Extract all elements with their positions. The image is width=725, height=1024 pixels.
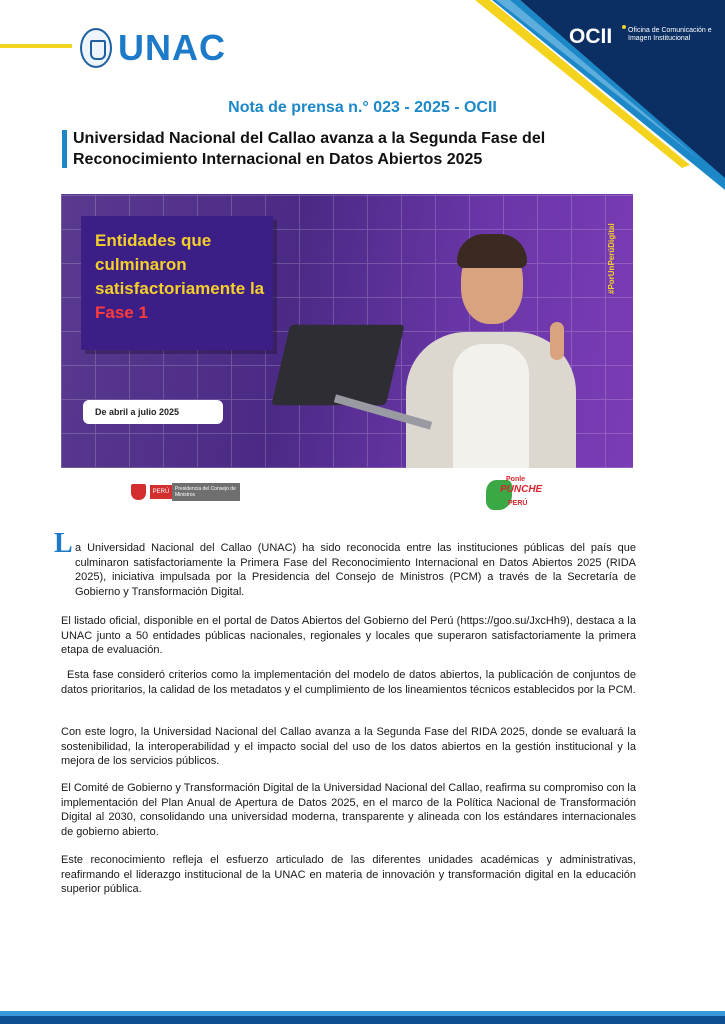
banner-image <box>61 194 633 468</box>
banner-headline-highlight: Fase 1 <box>95 303 148 322</box>
article-paragraph-2: El listado oficial, disponible en el portal de Datos Abiertos del Gobierno del Perú (https://goo.su/JxcHh9), destaca a la UNAC junto a 50 entidades públicas nacionales, regionales y locales que superaron satisfactoriamente la primera etapa de evaluación. <box>61 615 636 657</box>
banner-date-pill: De abril a julio 2025 <box>83 400 223 424</box>
banner-hashtag: #PorUnPerúDigital <box>607 223 616 294</box>
ocii-logo-dot <box>622 25 626 29</box>
brand-logo: UNAC <box>118 27 226 68</box>
pcm-name: Presidencia del Consejo de Ministros <box>172 483 240 501</box>
footer-stripe-dark <box>0 1016 725 1024</box>
article-paragraph-4: Con este logro, la Universidad Nacional del Callao avanza a la Segunda Fase del RIDA 2025, donde se evaluará la sostenibilidad, la interoperabilidad y el impacto social del uso de los datos abiertos en la gestión institucional y la mejora de los servicios públicos. <box>61 726 636 768</box>
person-raised-finger <box>550 322 564 360</box>
ocii-logo: OCII <box>569 25 613 48</box>
drop-cap: L <box>54 528 73 559</box>
article-paragraph-1: a Universidad Nacional del Callao (UNAC) ha sido reconocida entre las instituciones públicas del país que culminaron satisfactoriamente la Primera Fase del Reconocimiento Internacional en Datos Abiertos 2025 (RIDA 2025), iniciativa impulsada por la Presidencia del Consejo de Ministros (PCM) a través de la Secretaría de Gobierno y Transformación Digital. <box>75 542 636 598</box>
headline-accent-bar <box>62 130 67 168</box>
ocii-subtitle: Oficina de Comunicación e Imagen Institucional <box>628 27 712 42</box>
article-paragraph-6: Este reconocimiento refleja el esfuerzo articulado de las diferentes unidades académicas y administrativas, reafirmando el liderazgo institucional de la UNAC en materia de innovación y transformación digital en la educación superior pública. <box>61 854 636 896</box>
ponle-top-text: Ponle <box>506 476 526 483</box>
banner-headline <box>95 229 275 325</box>
person-hair <box>457 234 527 268</box>
ponle-main-text: PUNCHE <box>500 484 543 495</box>
press-release-number: Nota de prensa n.° 023 - 2025 - OCII <box>228 99 497 116</box>
pcm-peru-label: PERÚ <box>150 485 172 499</box>
laptop-icon <box>271 325 404 405</box>
article-paragraph-3: Esta fase consideró criterios como la implementación del modelo de datos abiertos, la publicación de conjuntos de datos prioritarios, la calidad de los metadatos y el cumplimiento de los lineamientos técnicos establecidos por la PCM. <box>61 669 636 696</box>
article-paragraph-5: El Comité de Gobierno y Transformación Digital de la Universidad Nacional del Callao, reafirma su compromiso con la implementación del Plan Anual de Apertura de Datos 2025, en el marco de la Política Nacional de Transformación Digital al 2030, consolidando una universidad moderna, transparente y alineada con los estándares internacionales de gobierno abierto. <box>61 782 636 838</box>
peru-shield-icon <box>131 484 146 500</box>
header-accent-line <box>0 44 72 48</box>
banner-headline-main: Entidades que culminaron satisfactoriamente la <box>95 231 265 298</box>
ponle-bottom-text: PERÚ <box>508 500 528 507</box>
university-seal-icon <box>80 28 112 68</box>
page-title: Universidad Nacional del Callao avanza a la Segunda Fase del Reconocimiento Internacional en Datos Abiertos 2025 <box>73 130 546 168</box>
person-shirt <box>453 344 529 468</box>
